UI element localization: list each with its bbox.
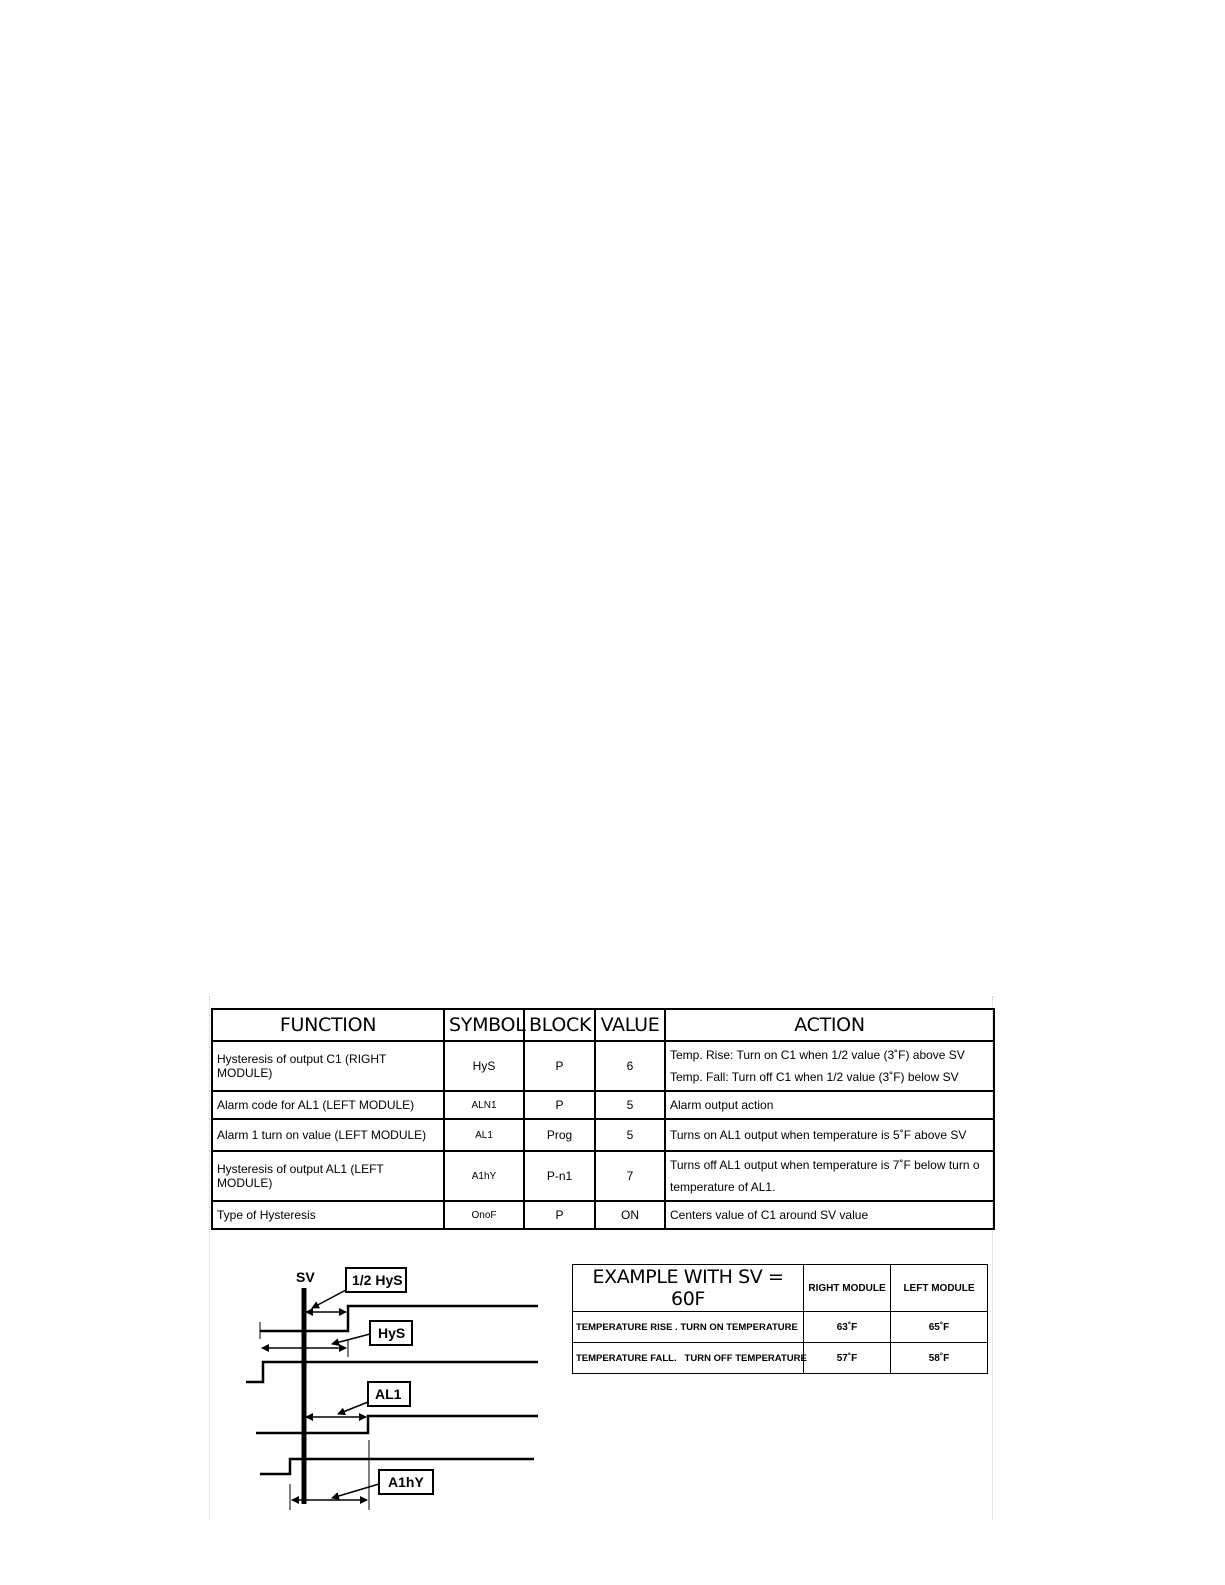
cell-block: P-n1 [524, 1151, 595, 1201]
header-right-module: RIGHT MODULE [804, 1265, 891, 1312]
cell-block: P [524, 1201, 595, 1229]
cell-function: Alarm code for AL1 (LEFT MODULE) [212, 1091, 444, 1119]
cell-value: 5 [595, 1119, 665, 1151]
cell-function: Alarm 1 turn on value (LEFT MODULE) [212, 1119, 444, 1151]
cell-symbol: OnoF [444, 1201, 524, 1229]
example-header-row [573, 1265, 988, 1312]
callout-arrow [332, 1334, 370, 1344]
cell-action: Alarm output action [665, 1091, 994, 1119]
table-header-row [212, 1009, 994, 1041]
cell-action [665, 1151, 994, 1201]
sv-label: SV [296, 1269, 315, 1285]
header-block: BLOCK [524, 1009, 595, 1041]
half-hys-label: 1/2 HyS [352, 1272, 403, 1288]
left-module-value: 58˚F [891, 1343, 988, 1374]
header-symbol: SYMBOL [444, 1009, 524, 1041]
example-title: EXAMPLE WITH SV = 60F [573, 1265, 804, 1312]
right-module-value: 57˚F [804, 1343, 891, 1374]
cell-value: 5 [595, 1091, 665, 1119]
cell-action [665, 1041, 994, 1091]
cell-symbol: ALN1 [444, 1091, 524, 1119]
parameter-table [211, 1008, 995, 1230]
c1-fall-trace [246, 1362, 538, 1382]
example-table [572, 1264, 988, 1374]
cell-action: Turns on AL1 output when temperature is 5˚F above SV [665, 1119, 994, 1151]
cell-function: Hysteresis of output C1 (RIGHT MODULE) [212, 1041, 444, 1091]
header-function: FUNCTION [212, 1009, 444, 1041]
al1-label: AL1 [375, 1386, 402, 1402]
al1-trace [256, 1416, 538, 1433]
cell-symbol: AL1 [444, 1119, 524, 1151]
cell-action: Centers value of C1 around SV value [665, 1201, 994, 1229]
a1hy-label: A1hY [388, 1474, 424, 1490]
cell-block: P [524, 1091, 595, 1119]
table-row [212, 1119, 994, 1151]
cell-value: 7 [595, 1151, 665, 1201]
table-row [212, 1041, 994, 1091]
callout-arrow [312, 1290, 346, 1308]
cell-function: Hysteresis of output AL1 (LEFT MODULE) [212, 1151, 444, 1201]
cell-value: 6 [595, 1041, 665, 1091]
right-module-value: 63˚F [804, 1312, 891, 1343]
callout-arrow [338, 1402, 368, 1414]
action-line: Turns off AL1 output when temperature is 7˚F below turn o [670, 1158, 980, 1172]
header-value: VALUE [595, 1009, 665, 1041]
action-line: Temp. Fall: Turn off C1 when 1/2 value (3˚F) below SV [670, 1070, 959, 1084]
row-label: TEMPERATURE FALL. TURN OFF TEMPERATURE [573, 1343, 804, 1374]
table-row [212, 1091, 994, 1119]
cell-block: Prog [524, 1119, 595, 1151]
cell-value: ON [595, 1201, 665, 1229]
table-row [212, 1151, 994, 1201]
hys-label: HyS [378, 1325, 406, 1341]
header-left-module: LEFT MODULE [891, 1265, 988, 1312]
action-line: temperature of AL1. [670, 1180, 776, 1194]
action-line: Temp. Rise: Turn on C1 when 1/2 value (3˚F) above SV [670, 1048, 965, 1062]
cell-symbol: A1hY [444, 1151, 524, 1201]
row-label: TEMPERATURE RISE . TURN ON TEMPERATURE [573, 1312, 804, 1343]
cell-symbol: HyS [444, 1041, 524, 1091]
callout-arrow [332, 1484, 379, 1498]
header-action: ACTION [665, 1009, 994, 1041]
table-row [573, 1312, 988, 1343]
cell-block: P [524, 1041, 595, 1091]
table-row [212, 1201, 994, 1229]
cell-function: Type of Hysteresis [212, 1201, 444, 1229]
hysteresis-diagram [240, 1262, 550, 1520]
table-row [573, 1343, 988, 1374]
left-module-value: 65˚F [891, 1312, 988, 1343]
